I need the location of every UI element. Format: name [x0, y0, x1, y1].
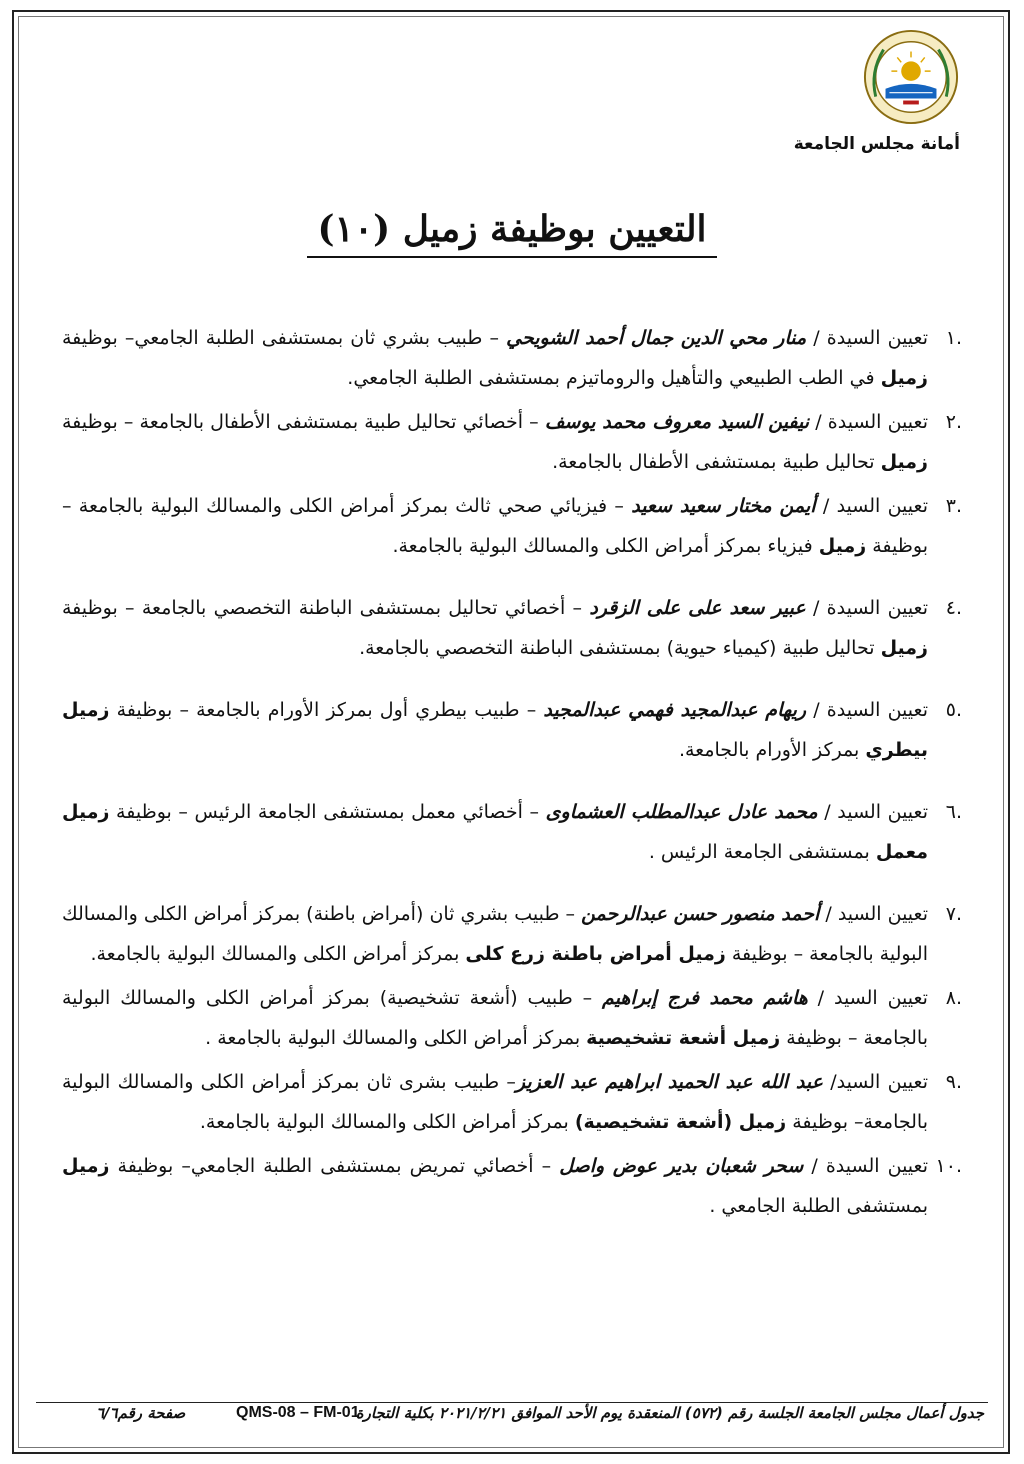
list-item — [62, 894, 962, 974]
item-text: – أخصائي تمريض بمستشفى الطلبة الجامعي– بوظيفة — [109, 1155, 560, 1177]
position-title: زميل — [62, 1155, 110, 1177]
list-item — [62, 588, 962, 668]
university-logo — [862, 28, 960, 126]
footer-page-number: صفحة رقم٦/٦ — [96, 1404, 186, 1422]
item-text: فيزياء بمركز أمراض الكلى والمسالك البولية بالجامعة. — [392, 535, 819, 557]
person-name: محمد عادل عبدالمطلب العشماوى — [545, 801, 818, 823]
item-number: .٩ — [945, 1071, 962, 1093]
page-footer — [40, 1404, 984, 1432]
list-item — [62, 402, 962, 482]
position-title: زميل أشعة تشخيصية — [586, 1027, 781, 1049]
item-text: – طبيب بشرى ثان بمركز أمراض الكلى والمسالك البولية بالجامعة– بوظيفة — [62, 1071, 928, 1133]
item-text: – طبيب بشري ثان بمستشفى الطلبة الجامعي– بوظيفة — [62, 327, 507, 349]
footer-divider — [36, 1402, 988, 1403]
item-text: بمركز الأورام بالجامعة. — [678, 739, 866, 761]
position-title: زميل أمراض باطنة زرع كلى — [465, 943, 726, 965]
item-text: تعيين السيد/ — [822, 1071, 928, 1093]
person-name: عبير سعد على على الزقرد — [589, 597, 806, 619]
council-secretariat-label: أمانة مجلس الجامعة — [793, 134, 960, 154]
position-title: زميل — [880, 451, 928, 473]
item-text: تعيين السيدة / — [805, 597, 929, 619]
item-text: – طبيب بشري ثان (أمراض باطنة) بمركز أمراض الكلى والمسالك البولية بالجامعة – بوظيفة — [62, 903, 928, 965]
item-number: .٧ — [945, 903, 962, 925]
item-text: تعيين السيد / — [807, 987, 928, 1009]
item-text: تعيين السيدة / — [809, 411, 928, 433]
item-number: .٣ — [945, 495, 962, 517]
position-title: زميل معمل — [62, 801, 928, 863]
item-text: – أخصائي معمل بمستشفى الجامعة الرئيس – بوظيفة — [109, 801, 546, 823]
list-item — [62, 1146, 962, 1226]
item-text: بمركز أمراض الكلى والمسالك البولية بالجامعة. — [90, 943, 466, 965]
appointment-list — [62, 318, 962, 1230]
position-title: زميل (أشعة تشخيصية) — [574, 1111, 787, 1133]
item-number: .١ — [945, 327, 962, 349]
person-name: ريهام عبدالمجيد فهمي عبدالمجيد — [543, 699, 807, 721]
position-title: زميل — [818, 535, 867, 557]
page-title: التعيين بوظيفة زميل (١٠) — [307, 208, 716, 258]
item-number: .٦ — [945, 801, 962, 823]
person-name: عبد الله عبد الحميد ابراهيم عبد العزيز — [515, 1071, 823, 1093]
position-title: زميل — [880, 637, 928, 659]
person-name: أحمد منصور حسن عبدالرحمن — [581, 903, 820, 925]
list-item — [62, 690, 962, 770]
item-number: .٢ — [945, 411, 962, 433]
item-text: تعيين السيدة / — [803, 1155, 928, 1177]
item-text: بمركز أمراض الكلى والمسالك البولية بالجامعة. — [199, 1111, 575, 1133]
item-number: .٤ — [945, 597, 962, 619]
person-name: هاشم محمد فرج إبراهيم — [602, 987, 808, 1009]
list-item — [62, 792, 962, 872]
person-name: سحر شعبان بدير عوض واصل — [559, 1155, 804, 1177]
item-text: في الطب الطبيعي والتأهيل والروماتيزم بمستشفى الطلبة الجامعي. — [347, 367, 881, 389]
item-text: – أخصائي تحاليل طبية بمستشفى الأطفال بالجامعة – بوظيفة — [62, 411, 545, 433]
item-text: تعيين السيد / — [819, 903, 928, 925]
item-text: – أخصائي تحاليل بمستشفى الباطنة التخصصي بالجامعة – بوظيفة — [62, 597, 590, 619]
list-item — [62, 318, 962, 398]
item-text: – طبيب بيطري أول بمركز الأورام بالجامعة – بوظيفة — [109, 699, 544, 721]
person-name: منار محي الدين جمال أحمد الشويحي — [506, 327, 807, 349]
list-item — [62, 978, 962, 1058]
list-item — [62, 1062, 962, 1142]
person-name: نيفين السيد معروف محمد يوسف — [544, 411, 810, 433]
item-text: بمستشفى الجامعة الرئيس . — [648, 841, 876, 863]
item-text: تعيين السيدة / — [806, 327, 928, 349]
item-text: بمركز أمراض الكلى والمسالك البولية بالجامعة . — [205, 1027, 587, 1049]
footer-form-code: QMS-08 – FM-01 — [236, 1404, 360, 1421]
position-title: زميل — [880, 367, 928, 389]
item-text: تعيين السيد / — [817, 801, 928, 823]
item-text: – فيزيائي صحي ثالث بمركز أمراض الكلى والمسالك البولية بالجامعة – بوظيفة — [62, 495, 928, 557]
item-text: تحاليل طبية بمستشفى الأطفال بالجامعة. — [552, 451, 881, 473]
item-text: تعيين السيدة / — [806, 699, 928, 721]
item-number: .٥ — [945, 699, 962, 721]
list-item — [62, 486, 962, 566]
person-name: أيمن مختار سعيد سعيد — [631, 495, 816, 517]
item-text: تعيين السيد / — [815, 495, 928, 517]
item-text: – طبيب (أشعة تشخيصية) بمركز أمراض الكلى والمسالك البولية بالجامعة – بوظيفة — [62, 987, 928, 1049]
item-text: تحاليل طبية (كيمياء حيوية) بمستشفى الباطنة التخصصي بالجامعة. — [359, 637, 881, 659]
footer-agenda: جدول أعمال مجلس الجامعة الجلسة رقم (٥٧٢) المنعقدة يوم الأحد الموافق ٢٠٢١/٢/٢١ بكلية التجارة — [355, 1404, 984, 1422]
item-number: .١٠ — [935, 1155, 962, 1177]
item-number: .٨ — [945, 987, 962, 1009]
item-text: بمستشفى الطلبة الجامعي . — [709, 1195, 928, 1217]
position-title: زميل بيطري — [62, 699, 928, 761]
